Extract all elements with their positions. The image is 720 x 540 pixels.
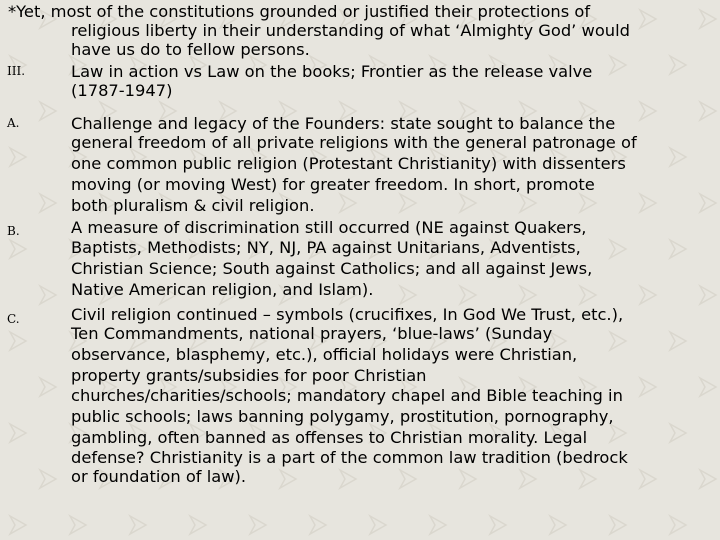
outline-line: general freedom of all private religions with the general patronage of: [71, 133, 637, 152]
outline-line: or foundation of law).: [71, 467, 247, 486]
outline-line: Baptists, Methodists; NY, NJ, PA against Unitarians, Adventists,: [71, 238, 581, 257]
intro-line: *Yet, most of the constitutions grounded or justified their protections of: [8, 2, 591, 21]
outline-line: Challenge and legacy of the Founders: state sought to balance the: [71, 114, 616, 133]
outline-line: churches/charities/schools; mandatory chapel and Bible teaching in: [71, 386, 623, 405]
outline-line: moving (or moving West) for greater freedom. In short, promote: [71, 175, 595, 194]
outline-line: A measure of discrimination still occurred (NE against Quakers,: [71, 218, 587, 237]
intro-line: religious liberty in their understanding of what ‘Almighty God’ would: [71, 21, 630, 40]
outline-line: one common public religion (Protestant Christianity) with dissenters: [71, 154, 626, 173]
outline-line: Civil religion continued – symbols (crucifixes, In God We Trust, etc.),: [71, 305, 624, 324]
outline-line: Native American religion, and Islam).: [71, 280, 374, 299]
outline-line: observance, blasphemy, etc.), official holidays were Christian,: [71, 345, 578, 364]
outline-line: gambling, often banned as offenses to Christian morality. Legal: [71, 428, 588, 447]
outline-line: Ten Commandments, national prayers, ‘blue-laws’ (Sunday: [71, 324, 553, 343]
outline-line: both pluralism & civil religion.: [71, 196, 315, 215]
outline-line: Law in action vs Law on the books; Frontier as the release valve: [71, 62, 593, 81]
outline-line: defense? Christianity is a part of the common law tradition (bedrock: [71, 448, 628, 467]
outline-marker: III.: [7, 64, 26, 78]
outline-marker: A.: [7, 116, 20, 130]
intro-line: have us do to fellow persons.: [71, 40, 310, 59]
outline-line: Christian Science; South against Catholics; and all against Jews,: [71, 259, 593, 278]
outline-line: public schools; laws banning polygamy, prostitution, pornography,: [71, 407, 614, 426]
outline-line: property grants/subsidies for poor Christian: [71, 366, 427, 385]
outline-marker: B.: [7, 224, 20, 238]
outline-marker: C.: [7, 312, 20, 326]
outline-line: (1787-1947): [71, 81, 173, 100]
